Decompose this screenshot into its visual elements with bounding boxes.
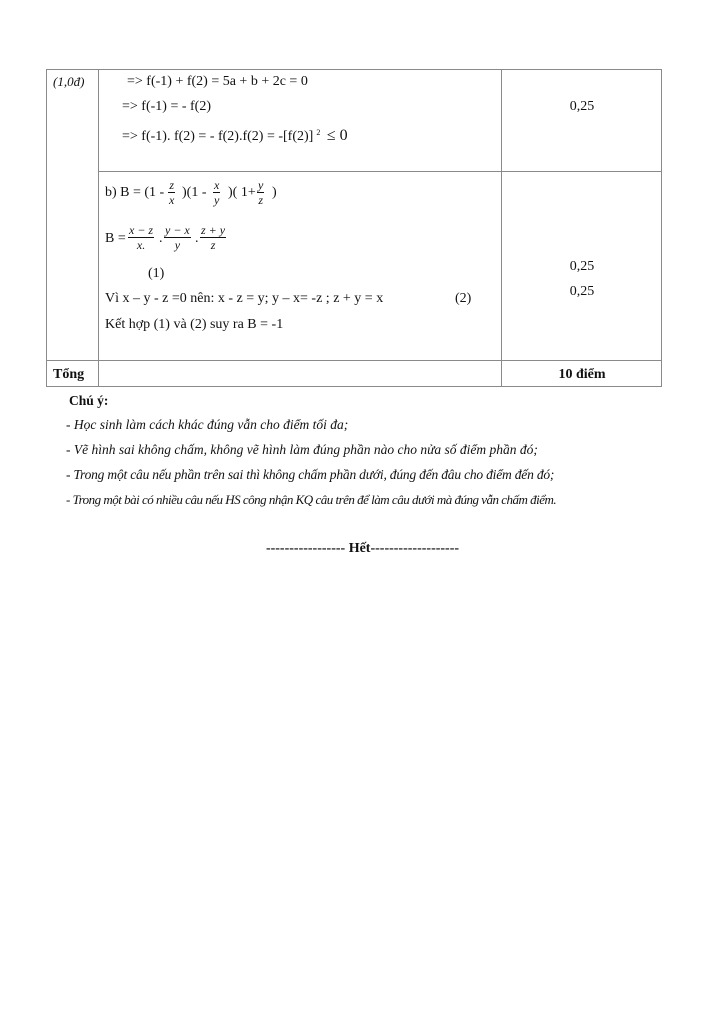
- score-value: 0,25: [569, 259, 595, 274]
- fraction: [257, 178, 264, 207]
- solution-text: B =: [105, 231, 126, 246]
- fraction-denominator: z: [258, 193, 263, 207]
- exponent: 2: [316, 128, 321, 137]
- fraction-numerator: x: [214, 178, 220, 192]
- solution-line: [122, 125, 348, 145]
- solution-text: Kết hợp (1) và (2) suy ra B = -1: [105, 317, 284, 332]
- inequality: ≤ 0: [326, 127, 348, 144]
- fraction-denominator: z: [210, 238, 216, 252]
- solution-text: )( 1+: [228, 185, 256, 200]
- fraction-numerator: z + y: [201, 223, 226, 237]
- fraction: [168, 178, 175, 207]
- points-label: (1,0đ): [53, 74, 85, 89]
- fraction: [128, 223, 154, 252]
- total-label: Tổng: [53, 367, 85, 382]
- total-score: 10 điểm: [558, 367, 606, 382]
- fraction-denominator: y: [174, 238, 181, 252]
- fraction-denominator: x.: [136, 238, 146, 252]
- solution-text: )(1 -: [182, 185, 207, 200]
- score-value: 0,25: [569, 99, 595, 114]
- solution-text: b) B = (1 -: [105, 185, 165, 200]
- note-item: - Học sinh làm cách khác đúng vẫn cho điểm tối đa;: [66, 417, 349, 432]
- table-column-divider: [501, 69, 502, 387]
- fraction-numerator: y: [258, 178, 264, 192]
- table-row-divider: [46, 360, 662, 361]
- equation-marker: (1): [148, 266, 165, 281]
- end-marker: ----------------- Hết-------------------: [265, 541, 460, 556]
- fraction: [200, 223, 226, 252]
- solution-text: ): [272, 185, 277, 200]
- equation-marker: (2): [455, 291, 472, 306]
- table-row-divider: [98, 171, 662, 172]
- fraction-denominator: x: [169, 193, 175, 207]
- fraction: [164, 223, 191, 252]
- solution-line: => f(-1) = - f(2): [122, 99, 211, 114]
- fraction-denominator: y: [214, 193, 220, 207]
- solution-text: => f(-1). f(2) = - f(2).f(2) = -[f(2)]: [122, 129, 314, 144]
- notes-heading: Chú ý:: [69, 393, 109, 408]
- score-value: 0,25: [569, 284, 595, 299]
- note-item: - Vẽ hình sai không chấm, không vẽ hình làm đúng phần nào cho nửa số điểm phần đó;: [66, 442, 538, 457]
- note-item: - Trong một bài có nhiều câu nếu HS công nhận KQ câu trên để làm câu dưới mà đúng vẫn chấm điểm.: [66, 492, 557, 507]
- dot-operator: .: [159, 231, 163, 246]
- table-column-divider: [98, 69, 99, 387]
- fraction-numerator: y − x: [165, 223, 190, 237]
- note-item: - Trong một câu nếu phần trên sai thì không chấm phần dưới, đúng đến đâu cho điểm đến đó;: [66, 467, 555, 482]
- fraction: [213, 178, 220, 207]
- solution-text: Vì x – y - z =0 nên: x - z = y; y – x= -z ; z + y = x: [105, 291, 384, 306]
- fraction-numerator: x − z: [129, 223, 154, 237]
- fraction-numerator: z: [169, 178, 174, 192]
- dot-operator: .: [195, 231, 199, 246]
- solution-line: => f(-1) + f(2) = 5a + b + 2c = 0: [127, 74, 308, 89]
